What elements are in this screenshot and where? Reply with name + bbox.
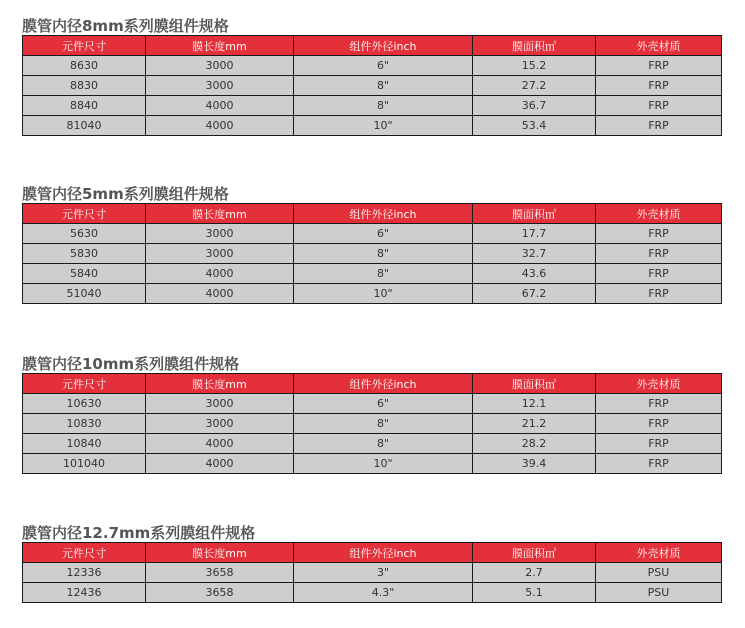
table-cell: 36.7 <box>473 96 596 116</box>
spec-table <box>22 542 722 603</box>
column-header: 组件外径inch <box>294 36 473 56</box>
table-row <box>23 583 722 603</box>
table-header-row <box>23 204 722 224</box>
table-cell: 2.7 <box>473 563 596 583</box>
column-header: 膜长度mm <box>146 374 294 394</box>
table-cell: 4000 <box>146 284 294 304</box>
column-header: 元件尺寸 <box>23 543 146 563</box>
table-cell: FRP <box>596 434 722 454</box>
table-row <box>23 454 722 474</box>
table-cell: 8" <box>294 76 473 96</box>
spec-section <box>22 524 721 599</box>
column-header: 元件尺寸 <box>23 36 146 56</box>
column-header: 组件外径inch <box>294 204 473 224</box>
column-header: 膜面积㎡ <box>473 374 596 394</box>
section-title: 膜管内径8mm系列膜组件规格 <box>22 17 229 35</box>
column-header: 外壳材质 <box>596 374 722 394</box>
table-row <box>23 264 722 284</box>
table-cell: 8630 <box>23 56 146 76</box>
column-header: 组件外径inch <box>294 543 473 563</box>
table-cell: 53.4 <box>473 116 596 136</box>
table-cell: 10" <box>294 284 473 304</box>
spec-section <box>22 17 721 132</box>
table-cell: 3" <box>294 563 473 583</box>
column-header: 膜面积㎡ <box>473 204 596 224</box>
table-row <box>23 563 722 583</box>
column-header: 膜面积㎡ <box>473 36 596 56</box>
table-header-row <box>23 374 722 394</box>
table-row <box>23 96 722 116</box>
table-cell: 8" <box>294 434 473 454</box>
table-cell: FRP <box>596 284 722 304</box>
table-cell: 6" <box>294 56 473 76</box>
column-header: 外壳材质 <box>596 36 722 56</box>
table-cell: 3000 <box>146 394 294 414</box>
table-cell: 8840 <box>23 96 146 116</box>
column-header: 元件尺寸 <box>23 204 146 224</box>
spec-table <box>22 35 722 136</box>
table-row <box>23 76 722 96</box>
table-cell: 3000 <box>146 224 294 244</box>
table-row <box>23 434 722 454</box>
table-cell: 17.7 <box>473 224 596 244</box>
column-header: 外壳材质 <box>596 204 722 224</box>
table-cell: 21.2 <box>473 414 596 434</box>
table-cell: 4000 <box>146 434 294 454</box>
table-cell: 27.2 <box>473 76 596 96</box>
table-cell: 8" <box>294 244 473 264</box>
table-cell: 5.1 <box>473 583 596 603</box>
table-row <box>23 414 722 434</box>
section-title: 膜管内径10mm系列膜组件规格 <box>22 355 240 373</box>
table-cell: 10" <box>294 454 473 474</box>
section-title: 膜管内径5mm系列膜组件规格 <box>22 185 229 203</box>
table-cell: 4000 <box>146 264 294 284</box>
column-header: 外壳材质 <box>596 543 722 563</box>
table-cell: FRP <box>596 454 722 474</box>
spec-table <box>22 373 722 474</box>
table-header-row <box>23 543 722 563</box>
table-cell: 51040 <box>23 284 146 304</box>
column-header: 组件外径inch <box>294 374 473 394</box>
column-header: 膜长度mm <box>146 36 294 56</box>
table-cell: FRP <box>596 414 722 434</box>
table-cell: 3000 <box>146 76 294 96</box>
spec-section <box>22 185 721 300</box>
table-row <box>23 284 722 304</box>
table-cell: FRP <box>596 76 722 96</box>
table-cell: 3000 <box>146 244 294 264</box>
table-cell: 12.1 <box>473 394 596 414</box>
table-cell: 101040 <box>23 454 146 474</box>
table-row <box>23 224 722 244</box>
table-header-row <box>23 36 722 56</box>
table-cell: 43.6 <box>473 264 596 284</box>
table-cell: 6" <box>294 394 473 414</box>
column-header: 膜面积㎡ <box>473 543 596 563</box>
table-cell: 28.2 <box>473 434 596 454</box>
table-cell: FRP <box>596 116 722 136</box>
column-header: 元件尺寸 <box>23 374 146 394</box>
table-cell: 4000 <box>146 96 294 116</box>
table-cell: FRP <box>596 56 722 76</box>
table-cell: PSU <box>596 583 722 603</box>
table-cell: 10" <box>294 116 473 136</box>
table-cell: 81040 <box>23 116 146 136</box>
column-header: 膜长度mm <box>146 543 294 563</box>
table-cell: 4.3" <box>294 583 473 603</box>
table-row <box>23 244 722 264</box>
table-cell: 4000 <box>146 116 294 136</box>
table-cell: 10830 <box>23 414 146 434</box>
spec-table <box>22 203 722 304</box>
table-cell: FRP <box>596 394 722 414</box>
table-cell: FRP <box>596 244 722 264</box>
table-cell: PSU <box>596 563 722 583</box>
table-cell: 3000 <box>146 414 294 434</box>
table-cell: 5840 <box>23 264 146 284</box>
table-cell: 3000 <box>146 56 294 76</box>
table-row <box>23 56 722 76</box>
section-title: 膜管内径12.7mm系列膜组件规格 <box>22 524 256 542</box>
table-cell: 15.2 <box>473 56 596 76</box>
table-row <box>23 116 722 136</box>
table-cell: 3658 <box>146 563 294 583</box>
table-cell: 4000 <box>146 454 294 474</box>
table-cell: 67.2 <box>473 284 596 304</box>
table-cell: 8" <box>294 264 473 284</box>
table-cell: 3658 <box>146 583 294 603</box>
table-cell: 5630 <box>23 224 146 244</box>
table-cell: FRP <box>596 96 722 116</box>
table-cell: FRP <box>596 264 722 284</box>
table-cell: 8" <box>294 96 473 116</box>
table-cell: 6" <box>294 224 473 244</box>
table-cell: 32.7 <box>473 244 596 264</box>
spec-section <box>22 355 721 470</box>
table-row <box>23 394 722 414</box>
table-cell: 8" <box>294 414 473 434</box>
table-cell: 10840 <box>23 434 146 454</box>
table-cell: 5830 <box>23 244 146 264</box>
column-header: 膜长度mm <box>146 204 294 224</box>
table-cell: 12436 <box>23 583 146 603</box>
table-cell: FRP <box>596 224 722 244</box>
table-cell: 10630 <box>23 394 146 414</box>
table-cell: 8830 <box>23 76 146 96</box>
table-cell: 12336 <box>23 563 146 583</box>
table-cell: 39.4 <box>473 454 596 474</box>
